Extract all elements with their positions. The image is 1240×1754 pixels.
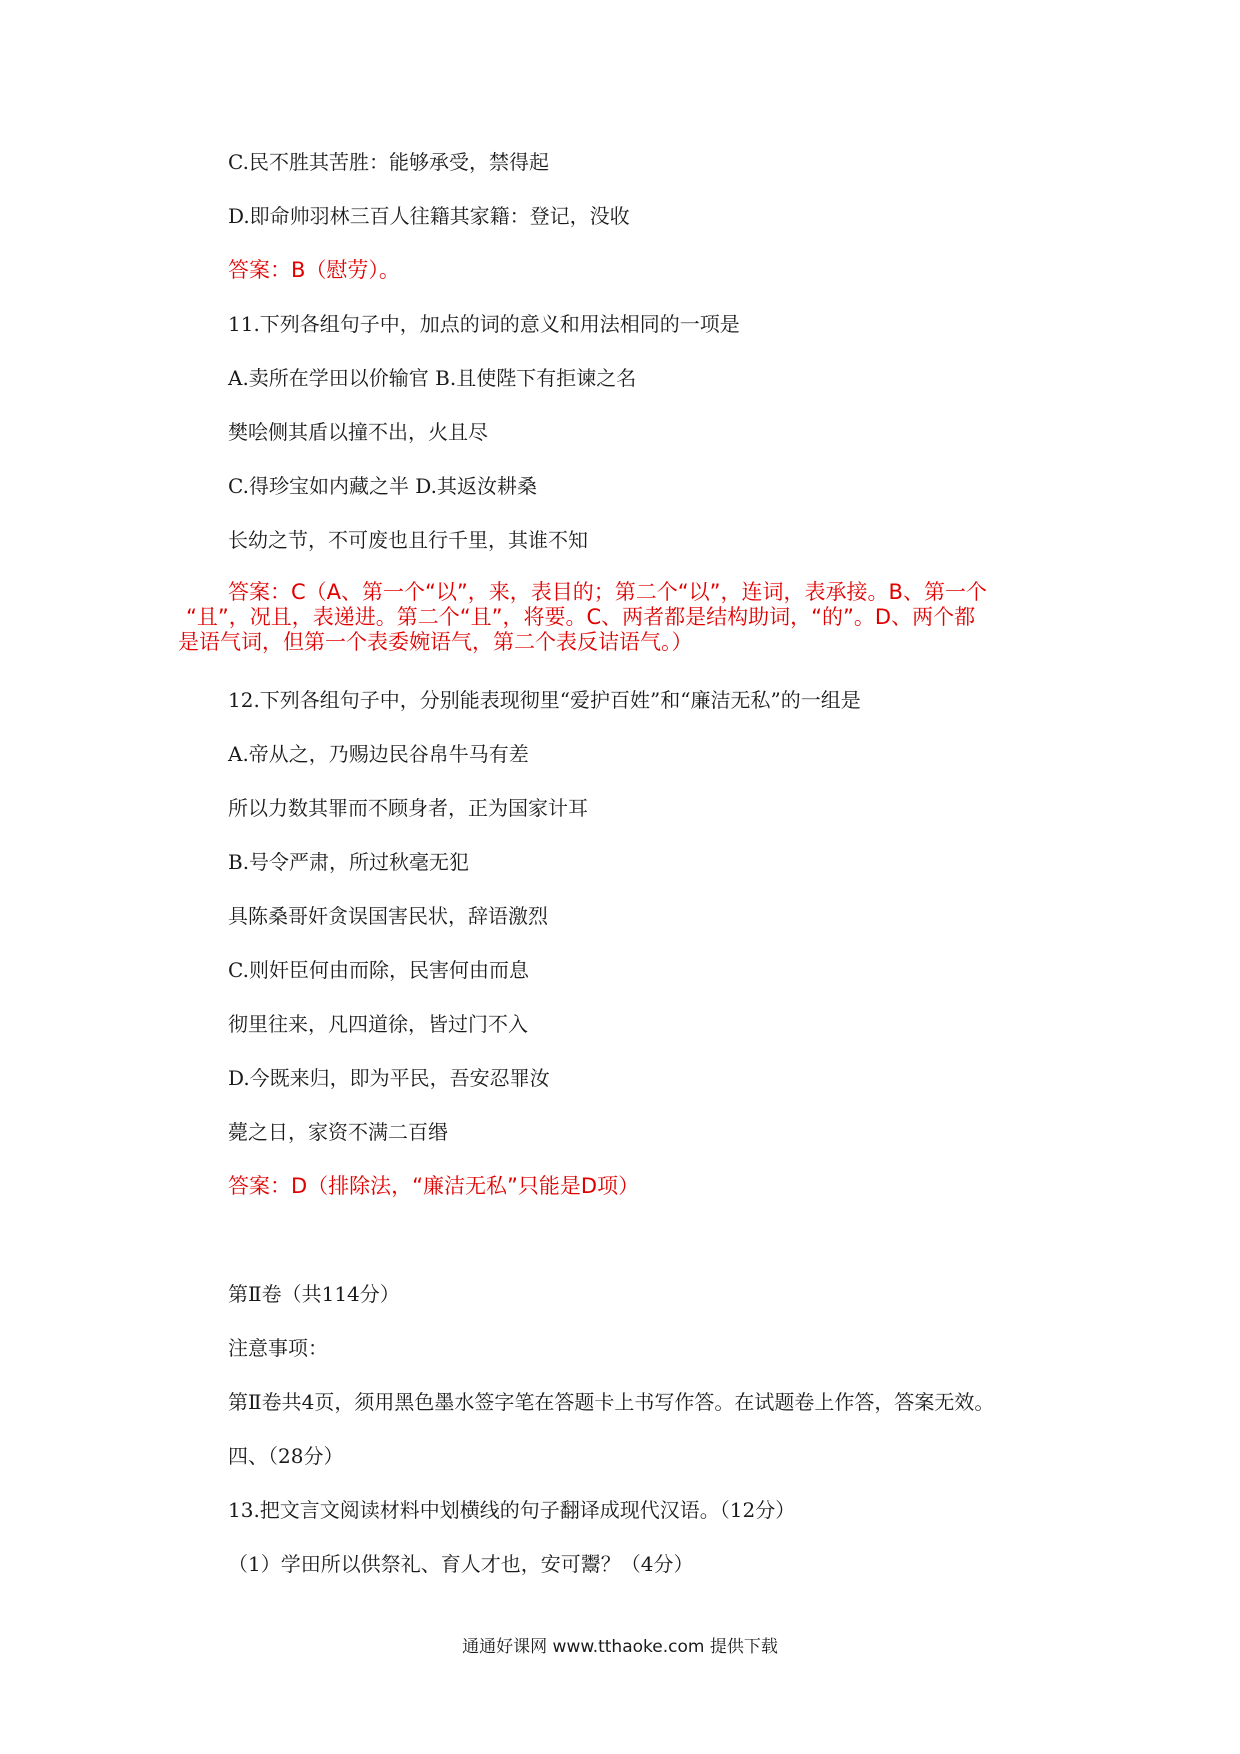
q12-option-d: D.今既来归，即为平民，吾安忍罪汝	[228, 1066, 550, 1090]
q12-option-b: B.号令严肃，所过秋毫无犯	[228, 850, 470, 874]
q12-option-c-cont: 彻里往来，凡四道徐，皆过门不入	[228, 1012, 528, 1036]
answer-q11-line-1: 答案：C（A、第一个“以”，来，表目的；第二个“以”，连词，表承接。B、第一个	[228, 580, 987, 604]
q12-option-d-cont: 薨之日，家资不满二百缗	[228, 1120, 448, 1144]
answer-q11-line-2: “且”，况且，表递进。第二个“且”，将要。C、两者都是结构助词，“的”。D、两个都	[186, 605, 976, 629]
question-13: 13.把文言文阅读材料中划横线的句子翻译成现代汉语。（12分）	[228, 1498, 796, 1522]
option-d-q10: D.即命帅羽林三百人往籍其家籍：登记，没收	[228, 204, 630, 228]
q11-options-ab-cont: 樊哙侧其盾以撞不出，火且尽	[228, 420, 488, 444]
answer-q11-line-3: 是语气词，但第一个表委婉语气，第二个表反诘语气。）	[178, 630, 693, 654]
question-11: 11.下列各组句子中，加点的词的意义和用法相同的一项是	[228, 312, 740, 336]
q11-options-cd-cont: 长幼之节，不可废也且行千里，其谁不知	[228, 528, 588, 552]
notes-heading: 注意事项：	[228, 1336, 328, 1360]
q11-options-cd: C.得珍宝如内藏之半 D.其返汝耕桑	[228, 474, 537, 498]
answer-q10: 答案：B（慰劳）。	[228, 258, 400, 282]
answer-q11	[178, 580, 1078, 655]
notes-content: 第Ⅱ卷共4页，须用黑色墨水签字笔在答题卡上书写作答。在试题卷上作答，答案无效。	[228, 1390, 995, 1414]
part-4-heading: 四、（28分）	[228, 1444, 344, 1468]
q12-option-a: A.帝从之，乃赐边民谷帛牛马有差	[228, 742, 529, 766]
q12-option-b-cont: 具陈桑哥奸贪误国害民状，辞语激烈	[228, 904, 548, 928]
q11-options-ab: A.卖所在学田以价输官 B.且使陛下有拒谏之名	[228, 366, 637, 390]
q13-sub-1: （1）学田所以供祭礼、育人才也，安可鬻？（4分）	[228, 1552, 694, 1576]
answer-q12: 答案：D（排除法，“廉洁无私”只能是D项）	[228, 1174, 640, 1198]
question-12: 12.下列各组句子中，分别能表现彻里“爱护百姓”和“廉洁无私”的一组是	[228, 688, 861, 712]
page-footer: 通通好课网 www.tthaoke.com 提供下载	[462, 1637, 778, 1657]
q12-option-a-cont: 所以力数其罪而不顾身者，正为国家计耳	[228, 796, 588, 820]
option-c-q10: C.民不胜其苦胜：能够承受，禁得起	[228, 150, 549, 174]
section-2-heading: 第Ⅱ卷（共114分）	[228, 1282, 400, 1306]
q12-option-c: C.则奸臣何由而除，民害何由而息	[228, 958, 529, 982]
